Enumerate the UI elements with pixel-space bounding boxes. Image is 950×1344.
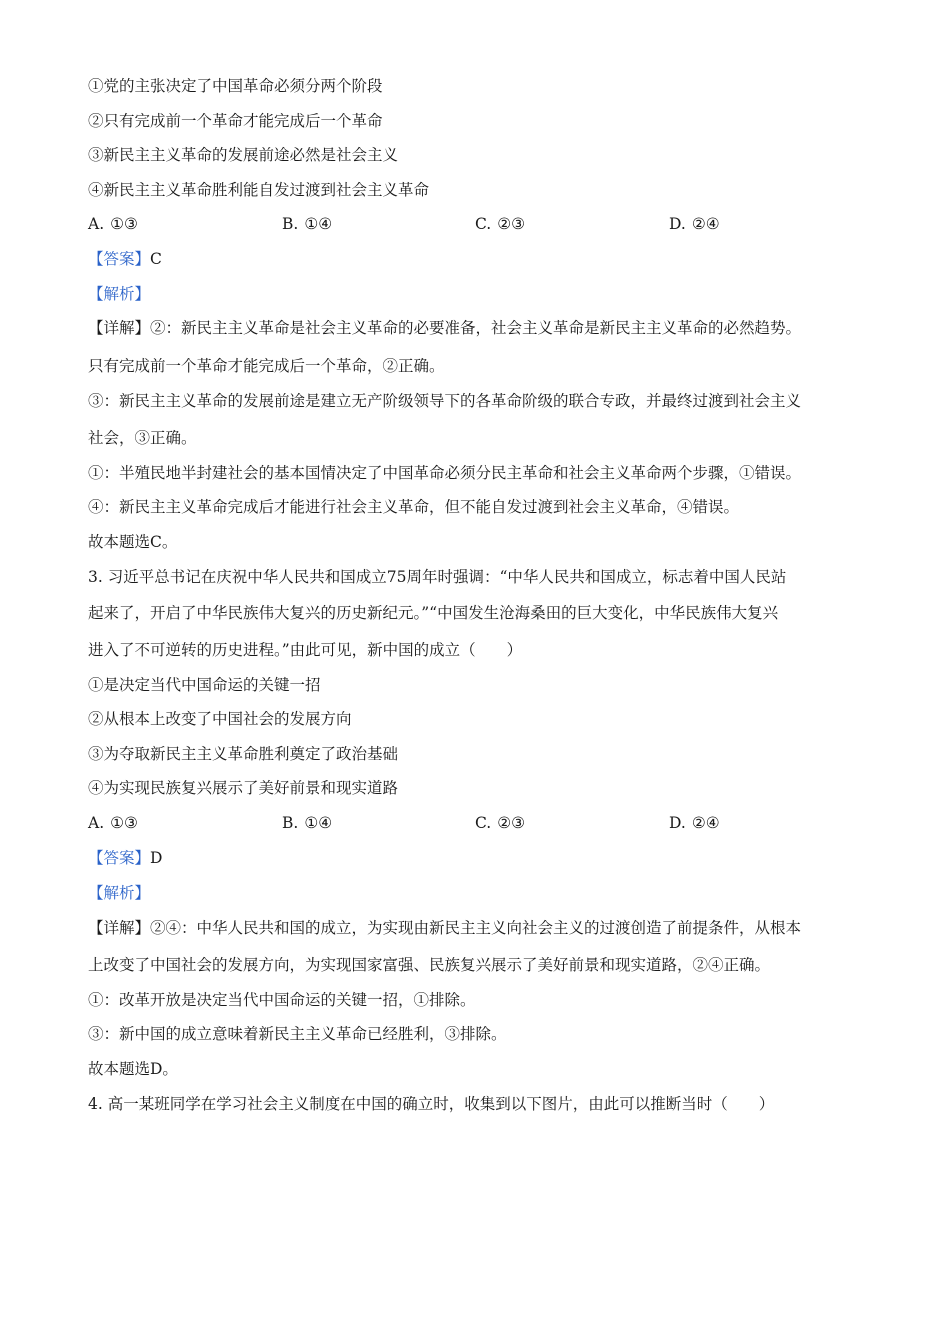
q3-option-d: D. ②④ [669,814,720,832]
q3-statement-4: ④为实现民族复兴展示了美好前景和现实道路 [88,779,399,797]
q3-options [88,813,868,833]
q2-option-d: D. ②④ [669,215,720,233]
q2-option-a: A. ①③ [88,215,138,233]
analysis-tag: 【解析】 [88,285,151,303]
q3-statement-3: ③为夺取新民主主义革命胜利奠定了政治基础 [88,745,399,763]
q2-option-c: C. ②③ [475,215,526,233]
q2-conclusion: 故本题选C。 [88,533,178,551]
q3-option-c: C. ②③ [475,814,526,832]
q2-statement-4: ④新民主主义革命胜利能自发过渡到社会主义革命 [88,181,430,199]
q3-option-b: B. ①④ [282,814,333,832]
q3-stem-line-3: 进入了不可逆转的历史进程。”由此可见，新中国的成立（ ） [88,641,523,659]
answer-value: D [150,849,163,867]
detail-tag: 【详解】 [88,319,151,337]
answer-tag: 【答案】 [88,250,151,268]
answer-value: C [150,250,162,268]
q4-stem: 4. 高一某班同学在学习社会主义制度在中国的确立时，收集到以下图片，由此可以推断当时（ ） [88,1095,775,1113]
q2-answer [88,249,862,269]
q2-detail-line-3: ③：新民主主义革命的发展前途是建立无产阶级领导下的各革命阶级的联合专政，并最终过渡到社会主义 [88,392,802,410]
q3-answer [88,848,862,868]
detail-tag: 【详解】 [88,919,151,937]
q3-detail-line-4: ③：新中国的成立意味着新民主主义革命已经胜利，③排除。 [88,1025,507,1043]
q3-analysis-heading [88,883,862,903]
q2-statement-1: ①党的主张决定了中国革命必须分两个阶段 [88,77,383,95]
q3-stem-line-2: 起来了，开启了中华民族伟大复兴的历史新纪元。”“中国发生沧海桑田的巨大变化，中华民族伟大复兴 [88,604,779,622]
answer-tag: 【答案】 [88,849,151,867]
q2-option-b: B. ①④ [282,215,333,233]
q2-analysis-heading [88,284,862,304]
q3-detail-line-2: 上改变了中国社会的发展方向，为实现国家富强、民族复兴展示了美好前景和现实道路，②④正确。 [88,956,771,974]
q2-statement-3: ③新民主主义革命的发展前途必然是社会主义 [88,146,399,164]
q3-detail-line-1: 【详解】②④：中华人民共和国的成立，为实现由新民主主义向社会主义的过渡创造了前提条件，从根本 [88,919,802,937]
analysis-tag: 【解析】 [88,884,151,902]
q3-option-a: A. ①③ [88,814,138,832]
q3-statement-1: ①是决定当代中国命运的关键一招 [88,676,321,694]
q3-stem-line-1: 3. 习近平总书记在庆祝中华人民共和国成立75周年时强调：“中华人民共和国成立，标志着中国人民站 [88,568,787,586]
q2-detail-line-5: ①：半殖民地半封建社会的基本国情决定了中国革命必须分民主革命和社会主义革命两个步骤，①错误。 [88,464,802,482]
q3-detail-line-3: ①：改革开放是决定当代中国命运的关键一招，①排除。 [88,991,476,1009]
q3-conclusion: 故本题选D。 [88,1060,178,1078]
q2-detail-line-6: ④：新民主主义革命完成后才能进行社会主义革命，但不能自发过渡到社会主义革命，④错误。 [88,498,740,516]
q2-detail-line-2: 只有完成前一个革命才能完成后一个革命，②正确。 [88,357,445,375]
q2-detail-line-4: 社会，③正确。 [88,429,197,447]
q2-statement-2: ②只有完成前一个革命才能完成后一个革命 [88,112,383,130]
q2-detail-line-1: 【详解】②：新民主主义革命是社会主义革命的必要准备，社会主义革命是新民主主义革命的必然趋势。 [88,319,802,337]
q3-statement-2: ②从根本上改变了中国社会的发展方向 [88,710,352,728]
q2-options [88,214,868,234]
